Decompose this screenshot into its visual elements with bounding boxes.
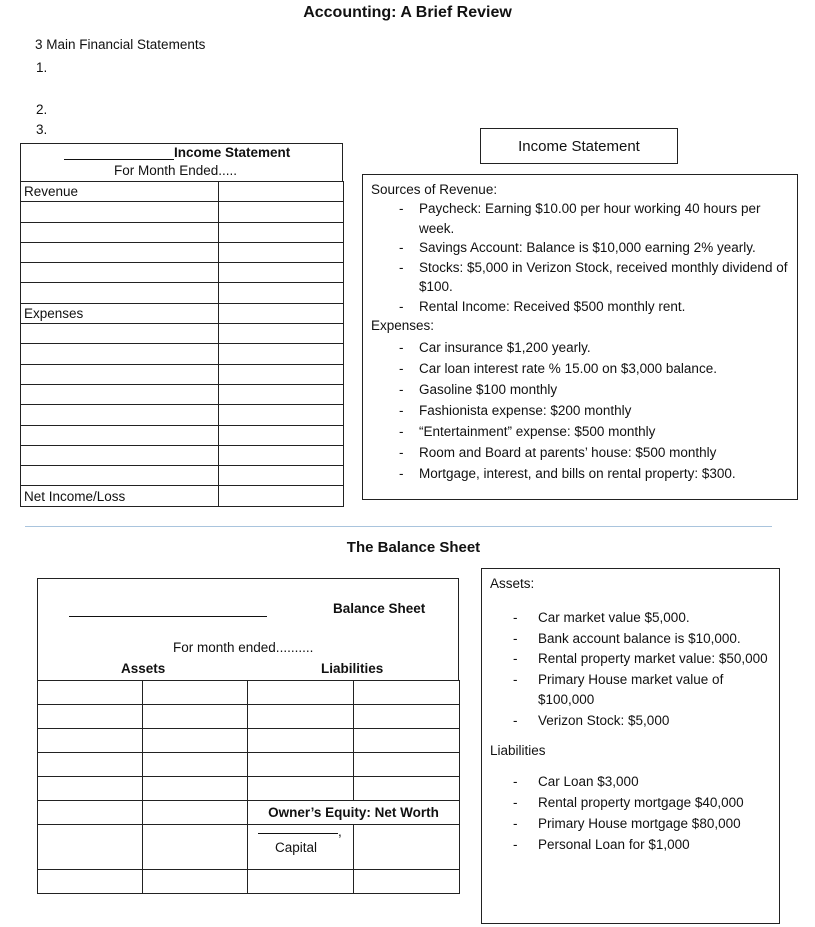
table-row (21, 283, 344, 303)
revenue-list (371, 199, 791, 316)
income-statement-box: Income Statement (480, 128, 678, 164)
table-cell[interactable] (143, 681, 248, 705)
table-cell[interactable] (219, 182, 344, 202)
table-row (21, 182, 344, 202)
table-cell[interactable] (143, 777, 248, 801)
table-cell[interactable] (219, 303, 344, 323)
table-cell[interactable] (21, 283, 219, 303)
balance-notes-box (481, 568, 780, 924)
list-item: - Primary House market value of $100,000 (490, 670, 771, 711)
table-row (38, 777, 460, 801)
table-row (21, 324, 344, 344)
table-cell[interactable] (219, 344, 344, 364)
table-cell[interactable] (219, 364, 344, 384)
table-cell[interactable] (38, 729, 143, 753)
table-row (21, 384, 344, 404)
list-item: - Car loan interest rate % 15.00 on $3,000 balance. (371, 358, 791, 379)
table-cell[interactable] (38, 705, 143, 729)
table-row (38, 705, 460, 729)
list-item: - Gasoline $100 monthly (371, 379, 791, 400)
list-item: - Verizon Stock: $5,000 (490, 711, 771, 732)
list-item: - Car Loan $3,000 (490, 771, 771, 792)
expenses-heading: Expenses: (371, 318, 435, 333)
table-cell[interactable] (21, 324, 219, 344)
table-cell[interactable] (38, 825, 143, 870)
table-cell[interactable] (38, 753, 143, 777)
capital-label: Capital (275, 840, 318, 855)
capital-blank[interactable] (258, 833, 338, 834)
balance-form-subtitle: For month ended.......... (173, 640, 314, 655)
table-cell[interactable] (219, 202, 344, 222)
table-row (38, 681, 460, 705)
balance-title-blank (69, 616, 267, 617)
table-cell[interactable] (21, 384, 219, 404)
table-cell[interactable] (354, 825, 460, 870)
income-form-title: Income Statement (174, 145, 291, 160)
table-cell[interactable] (219, 242, 344, 262)
list-item: - “Entertainment” expense: $500 monthly (371, 421, 791, 442)
table-cell[interactable] (21, 405, 219, 425)
assets-heading: Assets: (490, 576, 535, 591)
income-form-header (20, 143, 343, 181)
asset-list (490, 608, 771, 731)
table-cell[interactable] (219, 222, 344, 242)
table-cell[interactable] (21, 242, 219, 262)
balance-form-header (37, 578, 459, 680)
table-cell[interactable] (21, 344, 219, 364)
table-row (21, 466, 344, 486)
statement-item-3: 3. (36, 122, 48, 137)
table-row (21, 445, 344, 465)
income-notes-box (362, 174, 798, 500)
table-cell[interactable] (219, 283, 344, 303)
list-item: - Mortgage, interest, and bills on rental property: $300. (371, 463, 791, 484)
table-cell[interactable] (38, 681, 143, 705)
table-row (21, 405, 344, 425)
table-cell[interactable] (219, 263, 344, 283)
liabilities-column-label: Liabilities (321, 661, 384, 676)
table-cell[interactable] (219, 324, 344, 344)
table-row (21, 364, 344, 384)
table-cell[interactable] (143, 753, 248, 777)
table-cell[interactable] (248, 870, 354, 894)
list-item: - Car insurance $1,200 yearly. (371, 337, 791, 358)
expense-list (371, 337, 791, 484)
table-cell[interactable] (354, 681, 460, 705)
table-cell[interactable] (21, 466, 219, 486)
table-row (38, 825, 460, 870)
table-cell[interactable] (354, 705, 460, 729)
table-cell[interactable] (21, 364, 219, 384)
balance-form-title: Balance Sheet (333, 601, 426, 616)
table-row (38, 870, 460, 894)
table-row (38, 753, 460, 777)
table-cell[interactable] (143, 870, 248, 894)
table-cell[interactable] (219, 445, 344, 465)
list-item: - Savings Account: Balance is $10,000 earning 2% yearly. (371, 238, 791, 258)
income-form-subtitle: For Month Ended..... (114, 163, 238, 178)
list-item: - Rental property mortgage $40,000 (490, 792, 771, 813)
table-cell[interactable] (354, 729, 460, 753)
table-row (21, 303, 344, 323)
assets-column-label: Assets (121, 661, 166, 676)
table-row (21, 242, 344, 262)
table-row (21, 425, 344, 445)
table-cell[interactable] (248, 681, 354, 705)
list-item: - Fashionista expense: $200 monthly (371, 400, 791, 421)
income-statement-table (20, 181, 344, 507)
table-cell[interactable] (219, 425, 344, 445)
liability-list (490, 771, 771, 855)
owners-equity-label: Owner’s Equity: Net Worth (248, 801, 460, 825)
table-cell[interactable] (21, 202, 219, 222)
statement-item-1: 1. (36, 60, 48, 75)
list-item: - Stocks: $5,000 in Verizon Stock, received monthly dividend of $100. (371, 258, 791, 297)
table-cell[interactable] (219, 384, 344, 404)
table-cell[interactable] (143, 801, 248, 825)
table-row (21, 344, 344, 364)
revenue-sources-heading: Sources of Revenue: (371, 182, 498, 197)
table-cell[interactable] (354, 870, 460, 894)
table-cell[interactable] (248, 729, 354, 753)
table-row (38, 729, 460, 753)
table-cell[interactable] (219, 405, 344, 425)
expenses-label: Expenses (21, 303, 219, 323)
list-item: - Paycheck: Earning $10.00 per hour working 40 hours per week. (371, 199, 791, 238)
table-row (21, 222, 344, 242)
liabilities-heading: Liabilities (490, 743, 546, 758)
table-cell[interactable] (21, 425, 219, 445)
table-cell[interactable] (143, 729, 248, 753)
net-income-label: Net Income/Loss (21, 486, 219, 506)
table-cell[interactable] (219, 466, 344, 486)
table-cell[interactable] (21, 263, 219, 283)
table-cell[interactable] (219, 486, 344, 506)
list-item: - Car market value $5,000. (490, 608, 771, 629)
table-row (21, 202, 344, 222)
balance-sheet-table (37, 680, 460, 894)
table-cell[interactable] (143, 825, 248, 870)
table-cell[interactable] (354, 777, 460, 801)
income-title-blank (64, 159, 174, 160)
table-cell[interactable] (21, 445, 219, 465)
statement-item-2: 2. (36, 102, 48, 117)
capital-cell[interactable] (248, 825, 354, 870)
table-row (21, 486, 344, 506)
table-cell[interactable] (354, 753, 460, 777)
table-cell[interactable] (38, 801, 143, 825)
table-row (38, 801, 460, 825)
table-cell[interactable] (248, 705, 354, 729)
list-item: - Room and Board at parents’ house: $500 monthly (371, 442, 791, 463)
table-row (21, 263, 344, 283)
list-item: - Bank account balance is $10,000. (490, 629, 771, 650)
table-cell[interactable] (248, 753, 354, 777)
table-cell[interactable] (143, 705, 248, 729)
list-item: - Rental Income: Received $500 monthly rent. (371, 297, 791, 317)
section-divider (25, 526, 772, 527)
list-item: - Personal Loan for $1,000 (490, 834, 771, 855)
balance-sheet-heading: The Balance Sheet (346, 539, 481, 556)
list-item: - Primary House mortgage $80,000 (490, 813, 771, 834)
statements-heading: 3 Main Financial Statements (35, 37, 206, 52)
table-cell[interactable] (248, 777, 354, 801)
table-cell[interactable] (38, 777, 143, 801)
page-title: Accounting: A Brief Review (303, 4, 512, 21)
table-cell[interactable] (21, 222, 219, 242)
list-item: - Rental property market value: $50,000 (490, 649, 771, 670)
table-cell[interactable] (38, 870, 143, 894)
revenue-label: Revenue (21, 182, 219, 202)
capital-comma: , (338, 824, 342, 839)
